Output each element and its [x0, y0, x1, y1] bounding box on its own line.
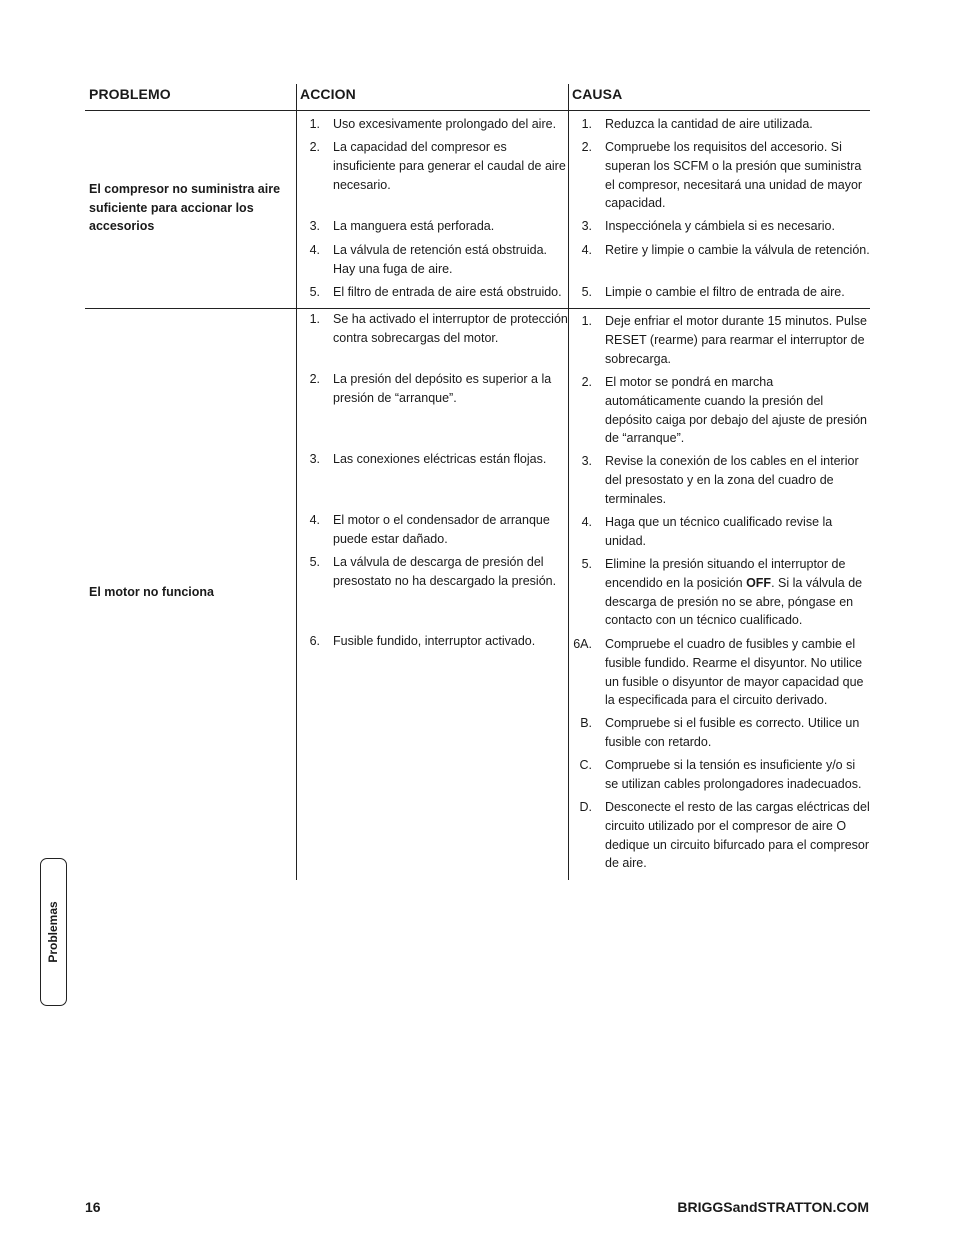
item-text: Las conexiones eléctricas están flojas.: [333, 452, 547, 466]
item-text: Compruebe los requisitos del accesorio. Si superan los SCFM o la presión que suministra el compresor, necesitará una unidad de mayor capacidad.: [605, 140, 863, 211]
item-text: Retire y limpie o cambie la válvula de retención.: [605, 243, 870, 257]
item-text: La presión del depósito es superior a la presión de “arranque”.: [333, 372, 552, 405]
item-number: 3.: [581, 219, 592, 233]
page-number: 16: [85, 1199, 101, 1215]
item-text: Reduzca la cantidad de aire utilizada.: [605, 117, 813, 131]
item-number: 6.: [309, 634, 320, 648]
item-number: 1.: [309, 117, 320, 131]
item-text: Revise la conexión de los cables en el interior del presostato y en la zona del cuadro de terminales.: [605, 454, 859, 506]
item-number: 6A.: [573, 637, 592, 651]
item-text: La manguera está perforada.: [333, 219, 495, 233]
item-number: 1.: [309, 312, 320, 326]
item-text-bold: OFF: [746, 575, 772, 590]
item-text: Se ha activado el interruptor de protección contra sobrecargas del motor.: [333, 312, 568, 345]
item-number: 5.: [309, 285, 320, 299]
item-text: La válvula de descarga de presión del presostato no ha descargado la presión.: [333, 555, 557, 588]
item-text: Compruebe si la tensión es insuficiente y/o si se utilizan cables prolongadores inadecuados.: [605, 758, 862, 791]
item-text: Limpie o cambie el filtro de entrada de aire.: [605, 285, 845, 299]
column-header-cause: CAUSA: [572, 86, 623, 102]
item-number: 2.: [309, 372, 320, 386]
item-text: Deje enfriar el motor durante 15 minutos. Pulse RESET (rearme) para rearmar el interruptor de sobrecarga.: [605, 314, 867, 366]
item-number: 3.: [309, 219, 320, 233]
problem-cell: El compresor no suministra aire suficiente para accionar los accesorios: [89, 182, 281, 233]
item-text: La capacidad del compresor es insuficiente para generar el caudal de aire necesario.: [333, 140, 566, 192]
column-divider-left: [296, 84, 297, 880]
header-divider: [85, 110, 870, 111]
item-number: 4.: [581, 515, 592, 529]
item-number: C.: [579, 758, 592, 772]
item-number: B.: [580, 716, 592, 730]
column-header-action: ACCION: [300, 86, 356, 102]
item-text: Compruebe el cuadro de fusibles y cambie el fusible fundido. Rearme el disyuntor. No utilice un fusible o disyuntor de mayor capacidad que la especificada para el circuito derivado.: [605, 637, 864, 708]
item-number: 1.: [581, 314, 592, 328]
item-number: 2.: [581, 140, 592, 154]
problem-cell: El motor no funciona: [89, 585, 214, 599]
item-number: 4.: [309, 513, 320, 527]
item-text-part: Elimine la presión situando el interruptor de encendido en la posición: [605, 557, 846, 590]
item-text: Desconecte el resto de las cargas eléctricas del circuito utilizado por el compresor de aire O dedique un circuito bifurcado para el compresor de aire.: [605, 800, 870, 871]
item-text: Inspecciónela y cámbiela si es necesario.: [605, 219, 835, 233]
section-tab-label: Problemas: [46, 901, 60, 963]
item-text: Haga que un técnico cualificado revise la unidad.: [605, 515, 833, 548]
item-number: 5.: [581, 557, 592, 571]
item-number: 4.: [309, 243, 320, 257]
item-text: La válvula de retención está obstruida. Hay una fuga de aire.: [333, 243, 548, 276]
item-text: Compruebe si el fusible es correcto. Utilice un fusible con retardo.: [605, 716, 860, 749]
item-number: 3.: [581, 454, 592, 468]
item-number: 5.: [309, 555, 320, 569]
item-number: 5.: [581, 285, 592, 299]
item-text: Uso excesivamente prolongado del aire.: [333, 117, 557, 131]
item-text: El motor se pondrá en marcha automáticamente cuando la presión del depósito caiga por debajo del ajuste de presión de “arranque”.: [605, 375, 867, 446]
item-number: 2.: [309, 140, 320, 154]
item-text: El motor o el condensador de arranque puede estar dañado.: [333, 513, 550, 546]
item-number: 3.: [309, 452, 320, 466]
item-number: 1.: [581, 117, 592, 131]
item-text: [605, 555, 870, 630]
row-divider: [85, 308, 870, 309]
item-number: 4.: [581, 243, 592, 257]
item-number: 2.: [581, 375, 592, 389]
column-header-problem: PROBLEMO: [89, 86, 171, 102]
website-footer: BRIGGSandSTRATTON.COM: [677, 1199, 869, 1215]
item-text: Fusible fundido, interruptor activado.: [333, 634, 536, 648]
item-number: D.: [579, 800, 592, 814]
item-text: El filtro de entrada de aire está obstruido.: [333, 285, 562, 299]
item-text-part: . Si la válvula de descarga de presión no se abre, póngase en contacto con un técnico cualificado.: [605, 575, 863, 628]
